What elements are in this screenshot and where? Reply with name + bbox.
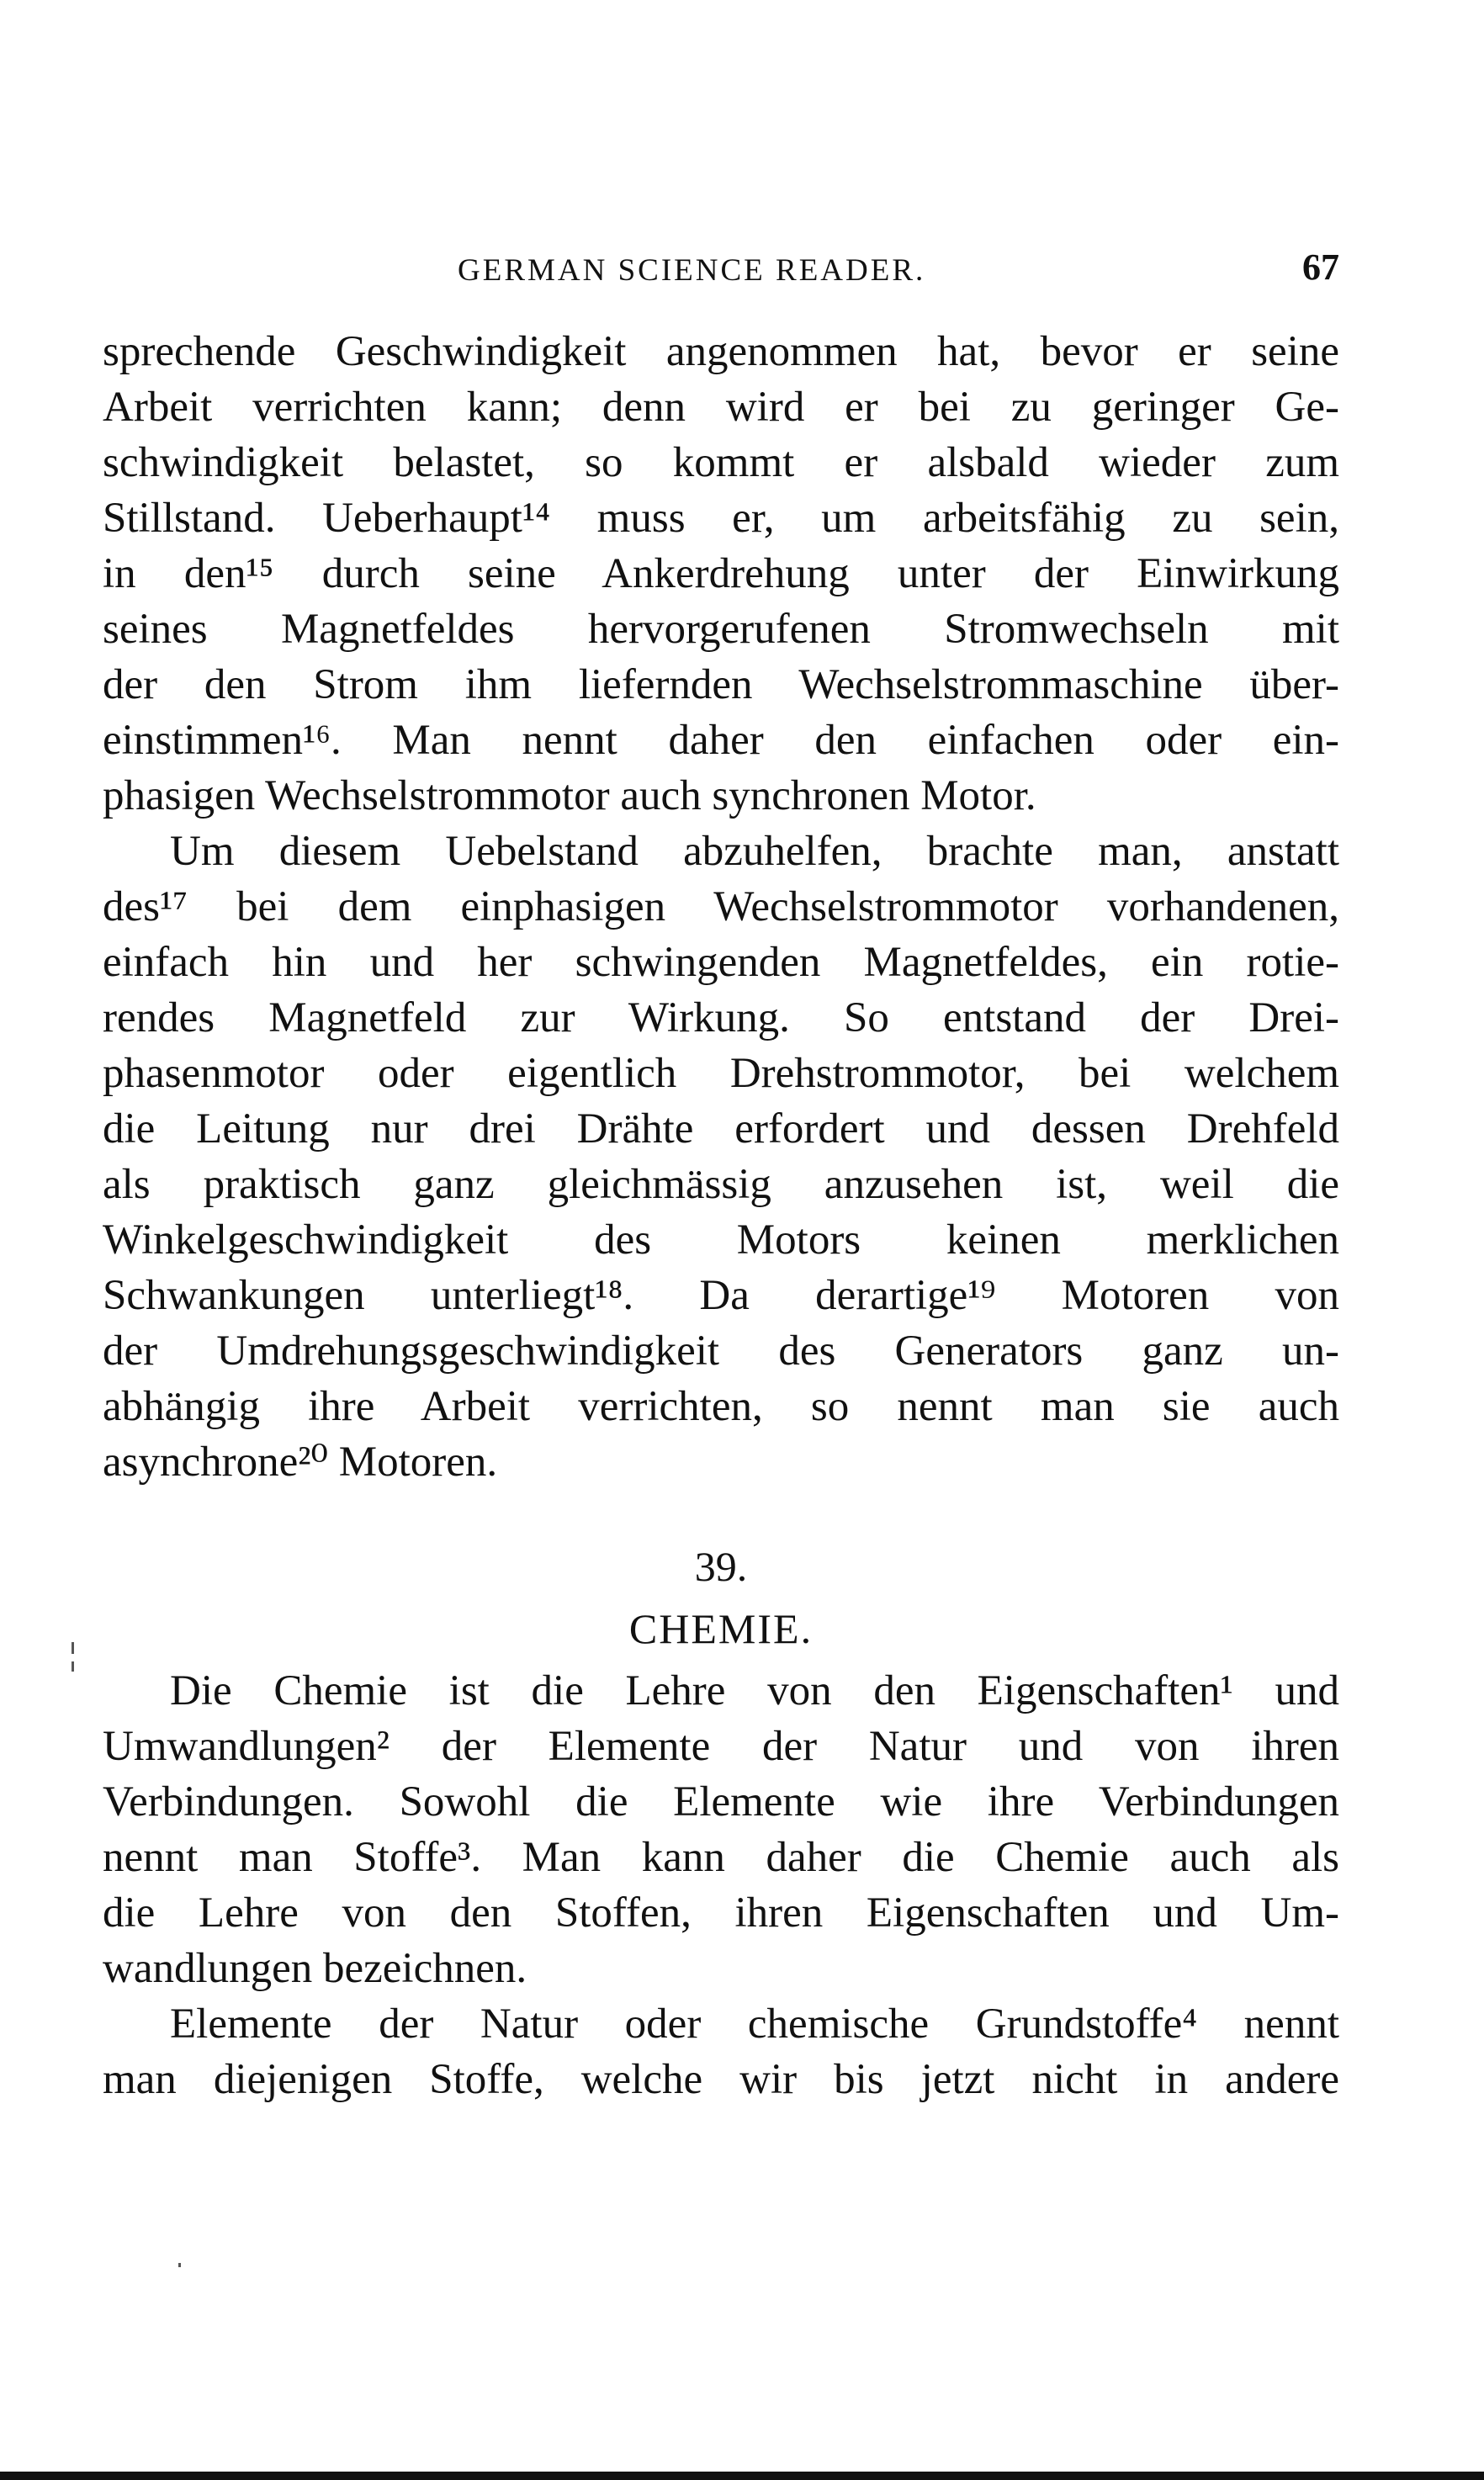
text-line: phasigen Wechselstrommotor auch synchronen Motor. [103, 772, 1036, 819]
page-body [103, 324, 1339, 2107]
text-line: einstimmen¹⁶. Man nennt daher den einfachen oder ein- [103, 717, 1339, 764]
text-line: abhängig ihre Arbeit verrichten, so nennt man sie auch [103, 1383, 1339, 1430]
scan-speck [72, 1642, 74, 1654]
text-line: Elemente der Natur oder chemische Grundstoffe⁴ nennt [170, 2000, 1339, 2048]
text-line: Arbeit verrichten kann; denn wird er bei zu geringer Ge- [103, 384, 1339, 431]
text-line: Stillstand. Ueberhaupt¹⁴ muss er, um arbeitsfähig zu sein, [103, 495, 1339, 542]
text-line: in den¹⁵ durch seine Ankerdrehung unter der Einwirkung [103, 550, 1339, 597]
text-line: schwindigkeit belastet, so kommt er alsbald wieder zum [103, 439, 1339, 486]
text-line: die Lehre von den Stoffen, ihren Eigenschaften und Um- [103, 1889, 1339, 1937]
text-line: wandlungen bezeichnen. [103, 1945, 527, 1992]
text-line: der den Strom ihm liefernden Wechselstrommaschine über- [103, 661, 1339, 708]
text-line: man diejenigen Stoffe, welche wir bis jetzt nicht in andere [103, 2056, 1339, 2103]
text-line: Schwankungen unterliegt¹⁸. Da derartige¹⁹ Motoren von [103, 1272, 1339, 1319]
text-line: Verbindungen. Sowohl die Elemente wie ihre Verbindungen [103, 1778, 1339, 1826]
section-number: 39. [694, 1543, 748, 1590]
paragraph-continued [103, 324, 1339, 824]
page-number: 67 [1302, 246, 1339, 288]
text-line: der Umdrehungsgeschwindigkeit des Generators ganz un- [103, 1327, 1339, 1375]
text-line: einfach hin und her schwingenden Magnetfeldes, ein rotie- [103, 939, 1339, 986]
running-head [103, 246, 1339, 296]
text-line: Umwandlungen² der Elemente der Natur und von ihren [103, 1723, 1339, 1770]
running-title: GERMAN SCIENCE READER. [458, 253, 926, 288]
text-line: nennt man Stoffe³. Man kann daher die Chemie auch als [103, 1834, 1339, 1881]
text-line: Um diesem Uebelstand abzuhelfen, brachte man, anstatt [170, 828, 1339, 875]
scan-speck [178, 2263, 181, 2267]
text-line: rendes Magnetfeld zur Wirkung. So entstand der Drei- [103, 994, 1339, 1041]
scan-speck [72, 1661, 74, 1672]
text-line: sprechende Geschwindigkeit angenommen hat, bevor er seine [103, 328, 1339, 375]
text-line: als praktisch ganz gleichmässig anzusehen ist, weil die [103, 1161, 1339, 1208]
text-line: Die Chemie ist die Lehre von den Eigenschaften¹ und [170, 1667, 1339, 1714]
paragraph-drehstrom [103, 824, 1339, 1490]
text-line: phasenmotor oder eigentlich Drehstrommotor, bei welchem [103, 1050, 1339, 1097]
text-line: des¹⁷ bei dem einphasigen Wechselstrommotor vorhandenen, [103, 883, 1339, 930]
section-title: CHEMIE. [628, 1605, 814, 1652]
text-line: Winkelgeschwindigkeit des Motors keinen merklichen [103, 1216, 1339, 1264]
scan-bottom-edge [0, 2472, 1484, 2480]
text-line: seines Magnetfeldes hervorgerufenen Stromwechseln mit [103, 606, 1339, 653]
text-line: die Leitung nur drei Drähte erfordert und dessen Drehfeld [103, 1105, 1339, 1153]
paragraph-elemente [103, 1996, 1339, 2107]
text-line: asynchrone²⁰ Motoren. [103, 1439, 498, 1486]
paragraph-chemie-definition [103, 1663, 1339, 1996]
